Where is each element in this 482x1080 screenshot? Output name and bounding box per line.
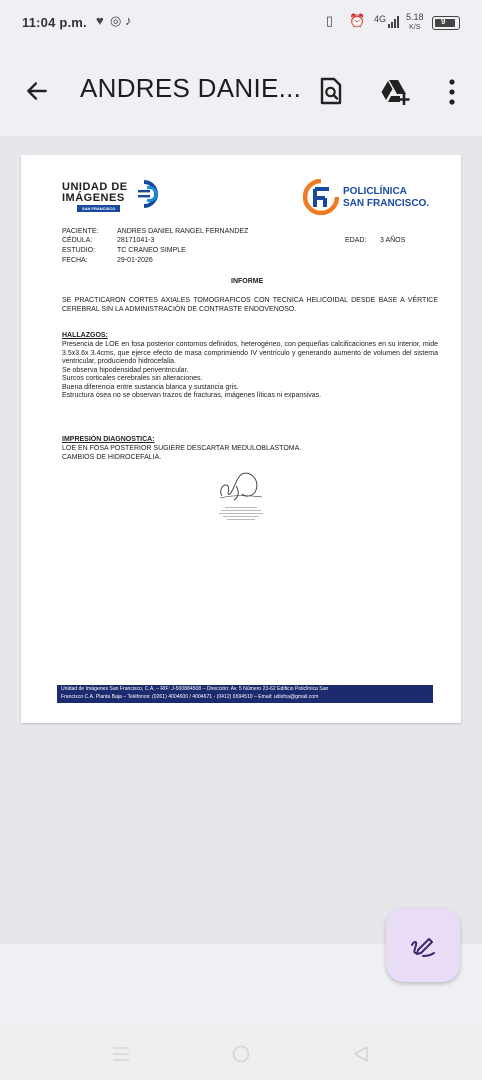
report-footer-bar xyxy=(57,685,433,703)
recent-apps-icon[interactable] xyxy=(112,1046,130,1062)
hallazgo-item: Surcos corticales cerebrales sin alteraciones. xyxy=(62,375,203,382)
hallazgo-item: Presencia de LOE en fosa posterior contornos definidos, heterogéneo, con pequeñas calcificaciones en su interior, mide 3.5x3.6x 3.4cms, que ejerce efecto de masa comprimiendo IV ventrículo y generando aumento de volumen del sistema ventricular, produciendo hidrocefalia. xyxy=(62,341,438,365)
tiktok-icon: ♪ xyxy=(125,13,132,28)
home-icon[interactable] xyxy=(231,1044,251,1064)
net-speed-unit: K/S xyxy=(409,24,421,31)
notification-icon: ♥ xyxy=(96,13,104,28)
hallazgo-item: Buena diferencia entre sustancia blanca y sustancia gris. xyxy=(62,383,239,391)
hallazgos-list xyxy=(62,341,438,401)
find-in-page-icon[interactable] xyxy=(318,77,344,105)
hallazgo-item: Se observa hipodensidad periventricular. xyxy=(62,366,189,374)
footer-line2: Francisco C.A. Planta Baja – Teléfonos: (0261) 4004600 / 4004671 - (0412) 6594510 – Email: udisfca@gmail.com xyxy=(61,693,319,700)
document-title: ANDRES DANIE... xyxy=(80,73,302,103)
signal-icon xyxy=(388,16,400,28)
logo-left-line2: IMÁGENES xyxy=(62,192,125,204)
impresion-heading: IMPRESIÓN DIAGNOSTICA: xyxy=(62,436,155,443)
vibrate-icon: ▯ xyxy=(326,13,334,28)
impresion-item: LOE EN FOSA POSTERIOR SUGIERE DESCARTAR MEDULOBLASTOMA. xyxy=(62,445,302,452)
policlinica-logo-mark-icon xyxy=(303,179,339,215)
battery-icon xyxy=(432,16,460,30)
edad-value: 3 AÑOS xyxy=(380,237,406,244)
unidad-logo-mark-icon xyxy=(138,180,164,208)
document-viewer[interactable] xyxy=(0,136,482,944)
hallazgo-item: Estructura ósea no se observan trazos de fracturas, imágenes líticas ni expansivas. xyxy=(62,392,322,399)
edad-label: EDAD: xyxy=(345,237,367,244)
logo-right-line1: POLICLÍNICA xyxy=(343,186,407,197)
paciente-label: PACIENTE: xyxy=(62,228,99,235)
more-vert-icon[interactable] xyxy=(446,78,458,106)
logo-right-line2: SAN FRANCISCO. xyxy=(343,198,430,209)
back-nav-icon[interactable] xyxy=(352,1045,370,1063)
intro-paragraph: SE PRACTICARON CORTES AXIALES TOMOGRAFICOS CON TECNICA HELICOIDAL DESDE BASE A VÉRTICE CEREBRAL SIN LA ADMINISTRACIÓN DE CONTRASTE ENDOVENOSO. xyxy=(62,297,438,313)
impresion-list xyxy=(62,445,438,462)
whatsapp-icon: ◎ xyxy=(110,13,122,28)
signature-pen-icon xyxy=(409,931,437,959)
system-nav-bar xyxy=(0,1026,482,1080)
cedula-label: CÉDULA: xyxy=(62,237,93,244)
arrow-left-icon[interactable] xyxy=(24,78,50,104)
impresion-item: CAMBIOS DE HIDROCEFALIA. xyxy=(62,453,162,461)
logo-left-ribbon: SAN FRANCISCO xyxy=(77,205,120,212)
status-time: 11:04 p.m. xyxy=(22,15,87,30)
estudio-label: ESTUDIO: xyxy=(62,247,96,254)
fecha-value: 29-01-2026 xyxy=(117,257,153,264)
estudio-value: TC CRANEO SIMPLE xyxy=(117,247,186,254)
paciente-value: ANDRES DANIEL RANGEL FERNANDEZ xyxy=(117,228,249,235)
fecha-label: FECHA: xyxy=(62,257,88,264)
signature-image xyxy=(216,468,266,504)
battery-level: 9 xyxy=(441,17,446,26)
network-type: 4G xyxy=(374,14,387,24)
cedula-value: 28171041-3 xyxy=(117,237,155,244)
logo-left-line1: UNIDAD DE xyxy=(62,181,128,193)
add-to-drive-icon[interactable] xyxy=(380,78,412,106)
footer-line1: Unidad de Imágenes San Francisco, C.A. – RIF: J-500884508 – Dirección: Av. 5 Número 23-62 Edificio Policlínica San xyxy=(61,686,329,692)
status-bar xyxy=(0,0,482,44)
hallazgos-heading: HALLAZGOS: xyxy=(62,332,108,339)
sign-document-button[interactable] xyxy=(386,908,460,982)
doctor-stamp xyxy=(219,505,263,522)
net-speed-value: 5.18 xyxy=(406,12,424,22)
net-speed xyxy=(406,13,424,32)
informe-heading: INFORME xyxy=(231,278,264,285)
document-page xyxy=(21,155,461,723)
alarm-icon: ⏰ xyxy=(349,13,366,28)
app-bar xyxy=(0,44,482,136)
